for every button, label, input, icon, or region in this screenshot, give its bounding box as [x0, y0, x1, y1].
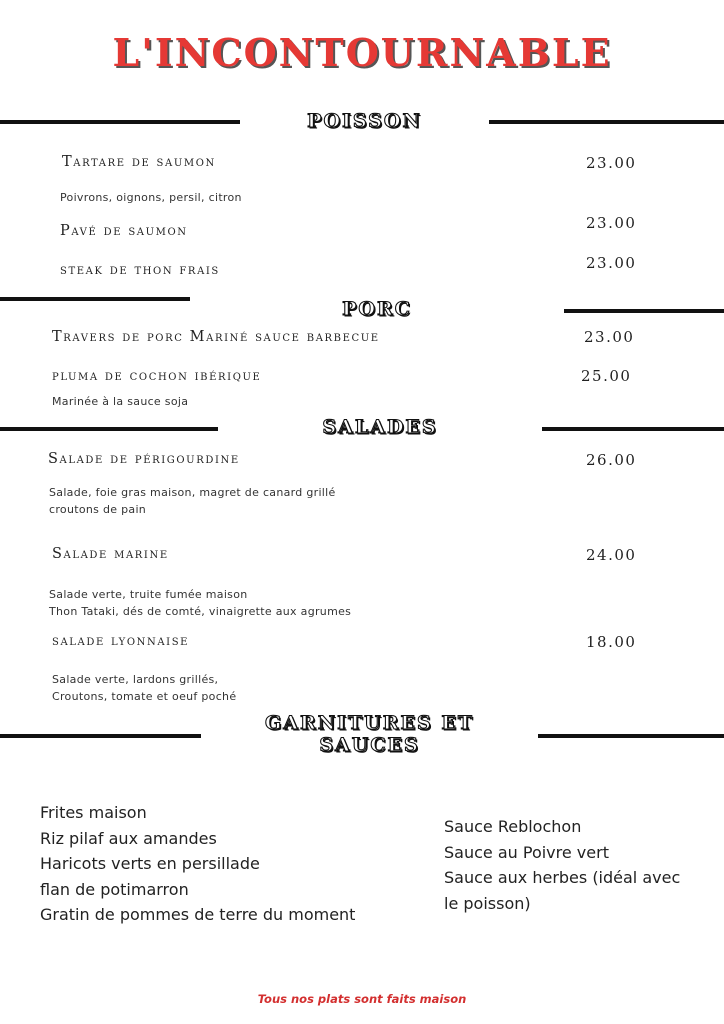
description-line: Croutons, tomate et oeuf poché	[52, 690, 237, 703]
menu-item-name: pluma de cochon ibérique	[52, 368, 262, 384]
list-item: Sauce Reblochon	[444, 817, 582, 836]
divider-right	[542, 427, 724, 431]
menu-item-name: Salade marine	[52, 546, 169, 562]
menu-item-price: 25.00	[581, 367, 632, 385]
menu-item-description: Poivrons, oignons, persil, citron	[60, 191, 242, 204]
menu-item-price: 18.00	[586, 633, 637, 651]
section-heading-poisson: POISSON	[307, 110, 422, 132]
list-item: le poisson)	[444, 893, 531, 913]
divider-right	[489, 120, 724, 124]
description-line: croutons de pain	[49, 503, 147, 516]
divider-left	[0, 120, 240, 124]
menu-item-name: Pavé de saumon	[60, 223, 188, 239]
description-line: Salade, foie gras maison, magret de canard grillé	[49, 486, 336, 499]
list-item: flan de potimarron	[40, 879, 189, 899]
menu-item-price: 23.00	[586, 254, 637, 272]
list-item: Sauce au Poivre vert	[444, 842, 609, 862]
menu-item-name: Travers de porc Mariné sauce barbecue	[52, 329, 380, 345]
list-item: Riz pilaf aux amandes	[40, 828, 217, 848]
footer-note: Tous nos plats sont faits maison	[257, 992, 467, 1006]
menu-item-description	[52, 671, 236, 705]
divider-right	[564, 309, 724, 313]
menu-item-name: Salade de périgourdine	[48, 451, 240, 467]
section-heading-line: GARNITURES ET	[265, 712, 474, 734]
menu-item-description	[49, 484, 336, 518]
restaurant-title: L'INCONTOURNABLE	[112, 30, 612, 75]
section-heading-salades: SALADES	[322, 416, 438, 438]
divider-right	[538, 734, 724, 738]
divider-left	[0, 427, 218, 431]
menu-item-name: steak de thon frais	[60, 262, 220, 278]
divider-left	[0, 734, 201, 738]
menu-item-price: 24.00	[586, 546, 637, 564]
list-item: Haricots verts en persillade	[40, 854, 260, 874]
list-item: Frites maison	[40, 803, 147, 822]
description-line: Salade verte, truite fumée maison	[49, 588, 248, 601]
menu-item-description: Marinée à la sauce soja	[52, 395, 189, 408]
description-line: Thon Tataki, dés de comté, vinaigrette aux agrumes	[49, 605, 352, 618]
divider-left	[0, 297, 190, 301]
menu-item-price: 23.00	[586, 154, 637, 172]
menu-item-description	[49, 586, 351, 620]
list-item: Gratin de pommes de terre du moment	[40, 905, 356, 925]
menu-item-price: 23.00	[584, 328, 635, 346]
menu-item-name: salade lyonnaise	[52, 633, 190, 649]
sauces-list	[444, 814, 680, 916]
menu-item-price: 26.00	[586, 451, 637, 469]
sides-list	[40, 800, 355, 928]
list-item: Sauce aux herbes (idéal avec	[444, 868, 681, 888]
menu-item-price: 23.00	[586, 214, 637, 232]
section-heading-garnitures	[201, 712, 538, 756]
description-line: Salade verte, lardons grillés,	[52, 673, 219, 686]
menu-item-name: Tartare de saumon	[62, 154, 216, 170]
section-heading-line: SAUCES	[319, 734, 420, 756]
section-heading-porc: PORC	[342, 298, 412, 320]
